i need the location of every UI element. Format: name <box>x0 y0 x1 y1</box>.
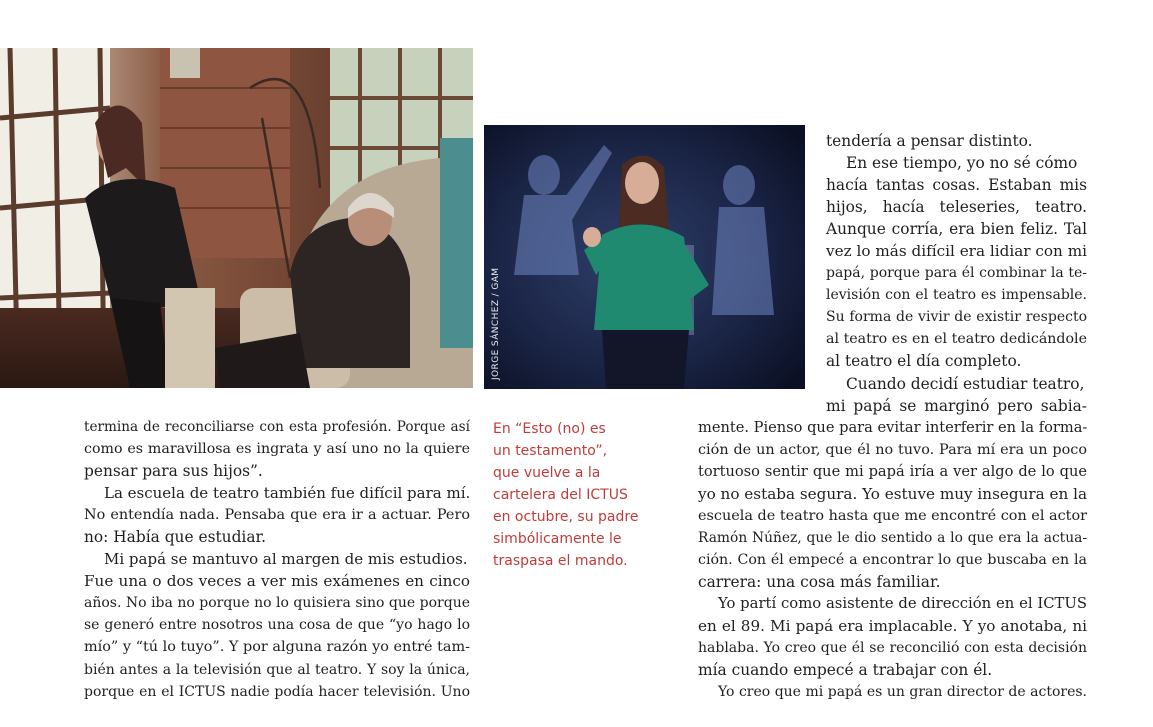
caption-line: un testamento”, <box>493 443 608 460</box>
text-line: tendería a pensar distinto. <box>826 132 1033 150</box>
text-line: porque en el ICTUS nadie podía hacer televisión. Uno <box>84 683 470 700</box>
text-line: al teatro el día completo. <box>826 352 1022 371</box>
text-line: tortuoso sentir que mi papá iría a ver algo de lo que <box>698 462 1087 480</box>
text-line: bién antes a la televisión que al teatro. Y soy la única, <box>84 661 470 678</box>
text-line: Ramón Núñez, que le dio sentido a lo que era la actua- <box>698 529 1087 546</box>
text-line: hijos, hacía teleseries, teatro. <box>826 198 1087 217</box>
photo-father-daughter-living-room <box>0 48 473 388</box>
text-line: como es maravillosa es ingrata y así uno no la quiere <box>84 441 470 458</box>
text-line: mío” y “tú lo tuyo”. Y por alguna razón yo entré tam- <box>84 639 470 656</box>
caption-line: en octubre, su padre <box>493 509 639 526</box>
text-line: carrera: una cosa más familiar. <box>698 572 941 591</box>
text-line: Aunque corría, era bien feliz. Tal <box>826 220 1087 239</box>
caption-line: que vuelve a la <box>493 465 601 482</box>
text-line: pensar para sus hijos”. <box>84 462 263 481</box>
text-line: levisión con el teatro es impensable. <box>826 287 1087 304</box>
text-line: no: Había que estudiar. <box>84 528 267 547</box>
text-line: En ese tiempo, yo no sé cómo <box>846 154 1078 173</box>
text-line: se generó entre nosotros una cosa de que “yo hago lo <box>84 617 470 634</box>
text-line: Su forma de vivir de existir respecto <box>826 309 1087 326</box>
text-line: hablaba. Yo creo que él se reconcilió con esta decisión <box>698 640 1087 657</box>
caption-line: En “Esto (no) es <box>493 421 606 437</box>
text-line: escuela de teatro hasta que me encontré con el actor <box>698 507 1087 524</box>
text-line: papá, porque para él combinar la te- <box>826 265 1087 282</box>
text-line: mi papá se marginó pero sabia- <box>826 396 1087 415</box>
text-line: años. No iba no porque no lo quisiera sino que porque <box>84 595 470 612</box>
caption-line: cartelera del ICTUS <box>493 487 628 504</box>
text-line: termina de reconciliarse con esta profesión. Porque así <box>84 419 470 435</box>
text-line: La escuela de teatro también fue difícil para mí. <box>104 484 471 503</box>
caption-line: traspasa el mando. <box>493 553 628 570</box>
text-line: al teatro es en el teatro dedicándole <box>826 331 1087 348</box>
photo-caption <box>493 418 653 572</box>
text-line: Yo partí como asistente de dirección en el ICTUS <box>718 594 1087 612</box>
text-line: Cuando decidí estudiar teatro, <box>846 374 1085 393</box>
article-column-left <box>84 416 470 703</box>
photo-credit: JORGE SÁNCHEZ / GAM <box>491 267 501 380</box>
text-line: mía cuando empecé a trabajar con él. <box>698 661 993 680</box>
text-line: Fue una o dos veces a ver mis exámenes en cinco <box>84 572 470 591</box>
text-line: Yo creo que mi papá es un gran director de actores. <box>718 684 1087 701</box>
text-line: mente. Pienso que para evitar interferir en la forma- <box>698 418 1088 436</box>
text-line: en el 89. Mi papá era implacable. Y yo anotaba, ni <box>698 617 1087 636</box>
article-column-right <box>698 130 1087 703</box>
text-line: Mi papá se mantuvo al margen de mis estudios. <box>104 550 468 569</box>
text-line: yo no estaba segura. Yo estuve muy insegura en la <box>698 484 1088 503</box>
text-line: vez lo más difícil era lidiar con mi <box>826 242 1087 261</box>
text-line: ción de un actor, que él no tuvo. Para mí era un poco <box>698 441 1087 458</box>
caption-line: simbólicamente le <box>493 531 622 548</box>
text-line: ción. Con él empecé a encontrar lo que buscaba en la <box>698 551 1087 568</box>
text-line: No entendía nada. Pensaba que era ir a actuar. Pero <box>84 507 470 524</box>
text-line: hacía tantas cosas. Estaban mis <box>826 176 1087 195</box>
